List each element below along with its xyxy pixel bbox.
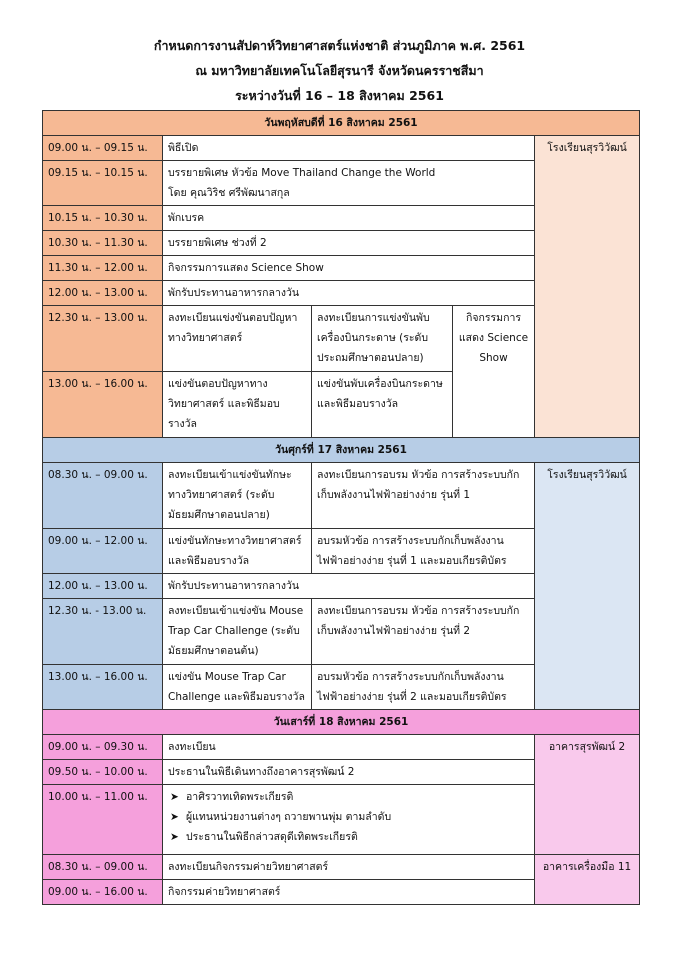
bullet-item-2 (168, 807, 529, 827)
day-2-venue: โรงเรียนสุรวิวัฒน์ (535, 463, 640, 710)
day-2-title: วันศุกร์ที่ 17 สิงหาคม 2561 (43, 438, 640, 463)
bullet-text-2: ผู้แทนหน่วยงานต่างๆ ถวายพานพุ่ม ตามลำดับ (186, 811, 392, 823)
day-3-activity-3 (163, 785, 535, 855)
arrow-bullet-icon: ➤ (170, 831, 179, 843)
day-3-venue-b: อาคารเครื่องมือ 11 (535, 855, 640, 905)
title-line-3: ระหว่างวันที่ 16 – 18 สิงหาคม 2561 (235, 88, 444, 103)
day-2-activity-2b: อบรมหัวข้อ การสร้างระบบกักเก็บพลังงานไฟฟ้าอย่างง่าย รุ่นที่ 1 และมอบเกียรติบัตร (312, 529, 535, 574)
day-2-time-4: 12.30 น. - 13.00 น. (43, 599, 163, 665)
bullet-item-3 (168, 827, 529, 847)
day-2-time-1: 08.30 น. – 09.00 น. (43, 463, 163, 529)
day-2-activity-4a: ลงทะเบียนเข้าแข่งขัน Mouse Trap Car Challenge (ระดับมัธยมศึกษาตอนต้น) (163, 599, 312, 665)
day-2-time-2: 09.00 น. – 12.00 น. (43, 529, 163, 574)
day-2-time-3: 12.00 น. – 13.00 น. (43, 574, 163, 599)
day-1-time-4: 10.30 น. – 11.30 น. (43, 231, 163, 256)
day-3-venue-a: อาคารสุรพัฒน์ 2 (535, 735, 640, 855)
day-1-time-7: 12.30 น. – 13.00 น. (43, 306, 163, 372)
title-line-2: ณ มหาวิทยาลัยเทคโนโลยีสุรนารี จังหวัดนครราชสีมา (195, 63, 484, 78)
day-2-activity-1b: ลงทะเบียนการอบรม หัวข้อ การสร้างระบบกักเก็บพลังงานไฟฟ้าอย่างง่าย รุ่นที่ 1 (312, 463, 535, 529)
day-1-activity-4: บรรยายพิเศษ ช่วงที่ 2 (163, 231, 535, 256)
day-3-time-3: 10.00 น. – 11.00 น. (43, 785, 163, 855)
day-1-activity-7a: ลงทะเบียนแข่งขันตอบปัญหาทางวิทยาศาสตร์ (163, 306, 312, 372)
day-2-activity-5a: แข่งขัน Mouse Trap Car Challenge และพิธีมอบรางวัล (163, 665, 312, 710)
day-1-time-8: 13.00 น. – 16.00 น. (43, 372, 163, 438)
day-1-time-5: 11.30 น. – 12.00 น. (43, 256, 163, 281)
day-3-activity-4: ลงทะเบียนกิจกรรมค่ายวิทยาศาสตร์ (163, 855, 535, 880)
day-3-activity-2: ประธานในพิธีเดินทางถึงอาคารสุรพัฒน์ 2 (163, 760, 535, 785)
day-1-venue: โรงเรียนสุรวิวัฒน์ (535, 136, 640, 438)
day-2-activity-5b: อบรมหัวข้อ การสร้างระบบกักเก็บพลังงานไฟฟ้าอย่างง่าย รุ่นที่ 2 และมอบเกียรติบัตร (312, 665, 535, 710)
day-2-activity-3: พักรับประทานอาหารกลางวัน (163, 574, 535, 599)
day-1-time-1: 09.00 น. – 09.15 น. (43, 136, 163, 161)
day-3-activity-5: กิจกรรมค่ายวิทยาศาสตร์ (163, 880, 535, 905)
arrow-bullet-icon: ➤ (170, 791, 179, 803)
day-1-activity-1: พิธีเปิด (163, 136, 535, 161)
day-1-activity-7b: ลงทะเบียนการแข่งขันพับเครื่องบินกระดาษ (ระดับประถมศึกษาตอนปลาย) (312, 306, 453, 372)
day-2-time-5: 13.00 น. – 16.00 น. (43, 665, 163, 710)
day-1-time-3: 10.15 น. – 10.30 น. (43, 206, 163, 231)
day-1-activity-2-line-2: โดย คุณวิริช ศรีพัฒนาสกุล (168, 187, 290, 199)
day-2-activity-4b: ลงทะเบียนการอบรม หัวข้อ การสร้างระบบกักเก็บพลังงานไฟฟ้าอย่างง่าย รุ่นที่ 2 (312, 599, 535, 665)
bullet-text-3: ประธานในพิธีกล่าวสดุดีเทิดพระเกียรติ (186, 831, 358, 843)
day-1-activity-8a: แข่งขันตอบปัญหาทางวิทยาศาสตร์ และพิธีมอบรางวัล (163, 372, 312, 438)
arrow-bullet-icon: ➤ (170, 811, 179, 823)
day-1-activity-2-line-1: บรรยายพิเศษ หัวข้อ Move Thailand Change the World (168, 167, 436, 179)
day-1-time-2: 09.15 น. – 10.15 น. (43, 161, 163, 206)
day-3-title: วันเสาร์ที่ 18 สิงหาคม 2561 (43, 710, 640, 735)
day-1-activity-6: พักรับประทานอาหารกลางวัน (163, 281, 535, 306)
day-3-time-4: 08.30 น. – 09.00 น. (43, 855, 163, 880)
title-line-1: กำหนดการงานสัปดาห์วิทยาศาสตร์แห่งชาติ ส่วนภูมิภาค พ.ศ. 2561 (153, 38, 526, 53)
day-1-activity-2 (163, 161, 535, 206)
day-1-title: วันพฤหัสบดีที่ 16 สิงหาคม 2561 (43, 111, 640, 136)
day-2-activity-2a: แข่งขันทักษะทางวิทยาศาสตร์และพิธีมอบรางวัล (163, 529, 312, 574)
day-3-time-1: 09.00 น. – 09.30 น. (43, 735, 163, 760)
day-1-activity-5: กิจกรรมการแสดง Science Show (163, 256, 535, 281)
schedule-table (42, 110, 640, 905)
day-3-time-5: 09.00 น. – 16.00 น. (43, 880, 163, 905)
bullet-text-1: อาศิรวาทเทิดพระเกียรติ (186, 791, 294, 803)
day-3-activity-1: ลงทะเบียน (163, 735, 535, 760)
day-3-time-2: 09.50 น. – 10.00 น. (43, 760, 163, 785)
day-1-time-6: 12.00 น. – 13.00 น. (43, 281, 163, 306)
day-2-activity-1a: ลงทะเบียนเข้าแข่งขันทักษะทางวิทยาศาสตร์ (ระดับมัธยมศึกษาตอนปลาย) (163, 463, 312, 529)
day-1-activity-8b: แข่งขันพับเครื่องบินกระดาษและพิธีมอบรางวัล (312, 372, 453, 438)
day-1-side-activity: กิจกรรมการแสดง Science Show (453, 306, 535, 438)
day-1-activity-3: พักเบรค (163, 206, 535, 231)
bullet-item-1 (168, 787, 529, 807)
